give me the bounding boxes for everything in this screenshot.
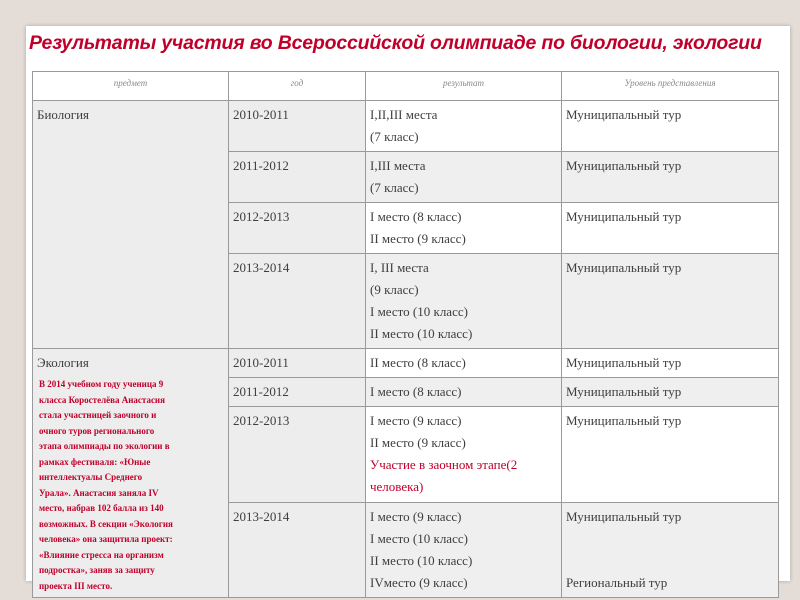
header-result: результат: [366, 72, 562, 101]
result-line: I место (9 класс): [370, 413, 462, 429]
level-cell: [562, 502, 779, 597]
result-cell: [366, 349, 562, 378]
year-cell: 2011-2012: [229, 378, 366, 407]
header-year: год: [229, 72, 366, 101]
result-cell: [366, 254, 562, 349]
subject-name: Экология: [37, 355, 89, 370]
level-line-regional: Региональный тур: [566, 574, 668, 590]
header-row: [33, 72, 779, 101]
result-line: (7 класс): [370, 180, 419, 195]
result-cell: [366, 101, 562, 152]
year-cell: 2012-2013: [229, 203, 366, 254]
result-cell: [366, 152, 562, 203]
year-cell: 2013-2014: [229, 254, 366, 349]
result-line: I место (10 класс): [370, 304, 468, 319]
result-line: II место (10 класс): [370, 552, 473, 568]
year-cell: 2010-2011: [229, 101, 366, 152]
result-line: I,II,III места: [370, 107, 438, 122]
level-cell: Муниципальный тур: [562, 152, 779, 203]
results-table: [32, 71, 779, 598]
table-row: [33, 101, 779, 152]
result-line: IVместо (9 класс): [370, 574, 468, 590]
level-cell: Муниципальный тур: [562, 203, 779, 254]
result-line: II место (9 класс): [370, 435, 466, 451]
header-level: Уровень представления: [562, 72, 779, 101]
slide: [26, 26, 790, 591]
header-subject: предмет: [33, 72, 229, 101]
subject-cell-biology: [33, 101, 229, 349]
subject-name: Биология: [37, 107, 90, 122]
year-cell: 2013-2014: [229, 502, 366, 597]
result-cell: [366, 407, 562, 502]
result-line: I,III места: [370, 158, 426, 173]
result-line: I место (8 класс): [370, 384, 462, 400]
level-cell: Муниципальный тур: [562, 378, 779, 407]
level-cell: Муниципальный тур: [562, 254, 779, 349]
participation-note: Участие в заочном этапе(2 человека): [370, 457, 518, 495]
result-line: II место (8 класс): [370, 355, 466, 370]
ecology-note: В 2014 учебном году ученица 9 класса Коростелёва Анастасия стала участницей заочного и очного туров регионального этапа олимпиады по экологии в рамках фестиваля: «Юные интеллектуалы Среднего Урала». Анастасия заняла IV место, набрав 102 балла из 140 возможных. В секции «Экология человека» она защитила проект: «Влияние стресса на организм подростка», заняв за защиту проекта III место.: [39, 379, 173, 591]
table-row: [33, 349, 779, 378]
result-line: II место (10 класс): [370, 326, 473, 341]
result-line: II место (9 класс): [370, 231, 466, 246]
subject-cell-ecology: [33, 349, 229, 598]
result-cell: [366, 502, 562, 597]
result-line: (7 класс): [370, 129, 419, 144]
result-line: I место (8 класс): [370, 209, 462, 224]
result-cell: [366, 203, 562, 254]
result-line: I место (9 класс): [370, 508, 462, 524]
year-cell: 2011-2012: [229, 152, 366, 203]
level-cell: Муниципальный тур: [562, 349, 779, 378]
result-line: I место (10 класс): [370, 530, 468, 546]
slide-title: Результаты участия во Всероссийской олимпиаде по биологии, экологии: [29, 32, 762, 54]
result-line: I, III места: [370, 260, 429, 275]
year-cell: 2010-2011: [229, 349, 366, 378]
level-cell: Муниципальный тур: [562, 407, 779, 502]
level-line: Муниципальный тур: [566, 508, 682, 524]
result-line: (9 класс): [370, 282, 419, 297]
year-cell: 2012-2013: [229, 407, 366, 502]
level-spacer: [566, 528, 774, 572]
result-cell: [366, 378, 562, 407]
level-cell: Муниципальный тур: [562, 101, 779, 152]
